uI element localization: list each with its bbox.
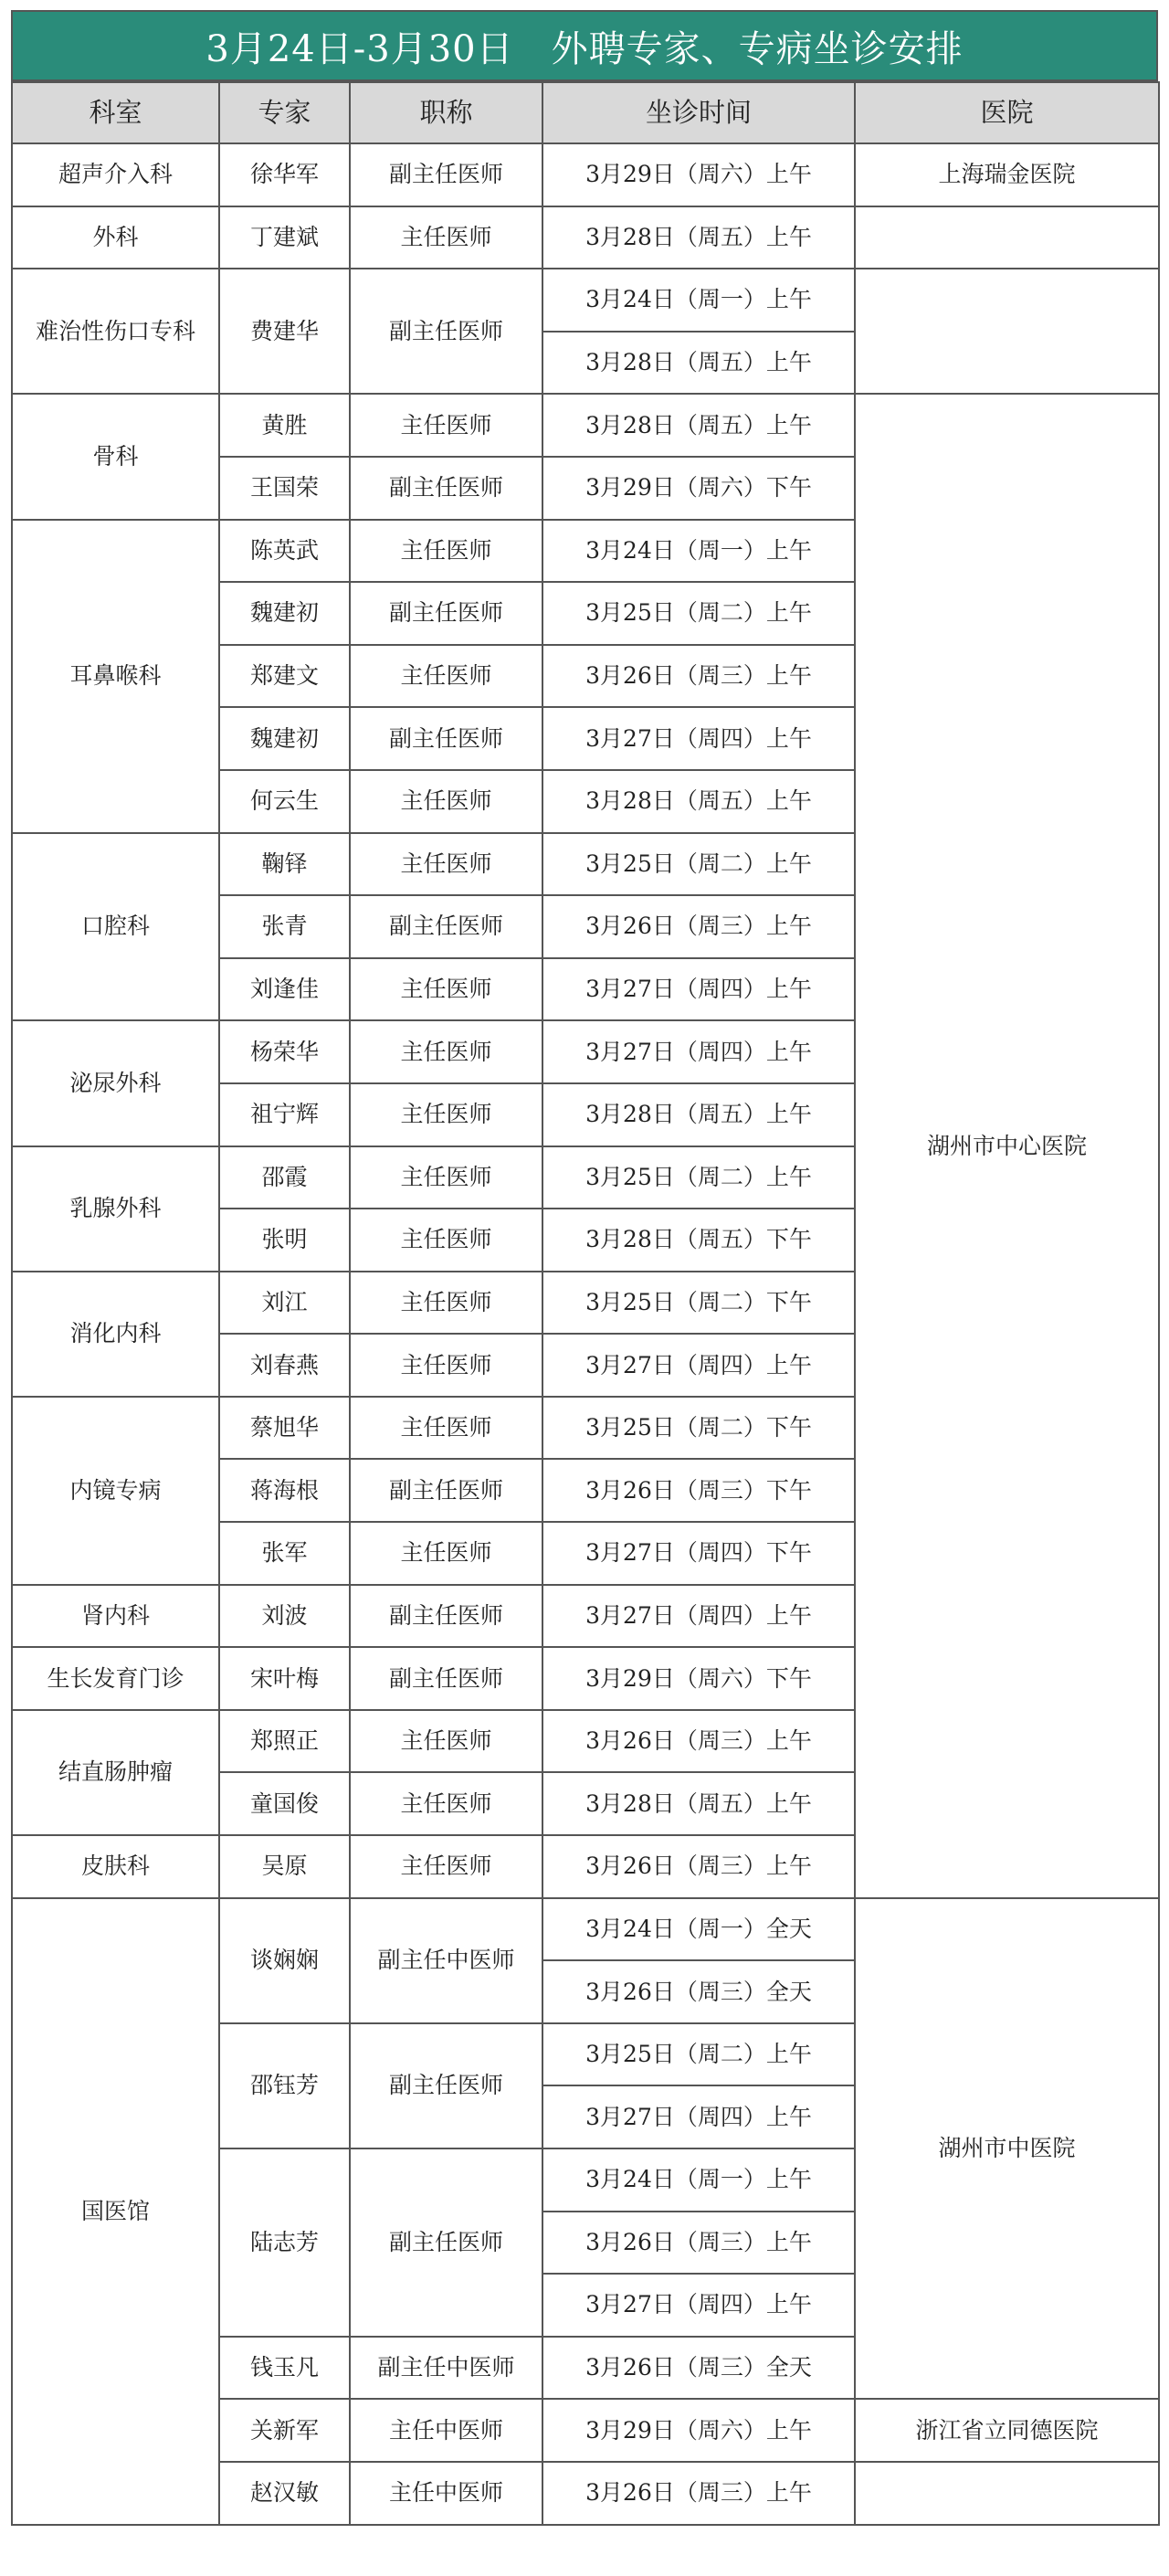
- expert-cell: 邵钰芳: [219, 2023, 350, 2148]
- expert-cell: 杨荣华: [219, 1020, 350, 1083]
- title-cell: 副主任医师: [350, 457, 542, 520]
- expert-cell: 张明: [219, 1209, 350, 1272]
- title-cell: 副主任医师: [350, 1647, 542, 1710]
- expert-cell: 张军: [219, 1522, 350, 1585]
- expert-cell: 刘春燕: [219, 1334, 350, 1397]
- expert-cell: 钱玉凡: [219, 2337, 350, 2400]
- time-cell: 3月26日（周三）下午: [542, 1459, 855, 1522]
- time-cell: 3月26日（周三）上午: [542, 1835, 855, 1898]
- expert-cell: 刘波: [219, 1585, 350, 1648]
- table-row: [12, 394, 1159, 457]
- table-row: [12, 269, 1159, 332]
- title-cell: 主任医师: [350, 1522, 542, 1585]
- title-cell: 主任中医师: [350, 2462, 542, 2525]
- expert-cell: 祖宁辉: [219, 1083, 350, 1146]
- time-cell: 3月26日（周三）上午: [542, 1710, 855, 1773]
- time-cell: 3月24日（周一）上午: [542, 2148, 855, 2212]
- time-cell: 3月27日（周四）上午: [542, 2085, 855, 2148]
- time-cell: 3月25日（周二）上午: [542, 582, 855, 645]
- dept-cell: 骨科: [12, 394, 219, 519]
- schedule-sheet: [11, 10, 1158, 2526]
- title-cell: 主任医师: [350, 1334, 542, 1397]
- header-hospital: 医院: [855, 82, 1159, 143]
- time-cell: 3月26日（周三）全天: [542, 2337, 855, 2400]
- time-cell: 3月24日（周一）全天: [542, 1898, 855, 1961]
- time-cell: 3月25日（周二）上午: [542, 2023, 855, 2086]
- time-cell: 3月27日（周四）上午: [542, 1585, 855, 1648]
- dept-cell: 口腔科: [12, 833, 219, 1021]
- header-time: 坐诊时间: [542, 82, 855, 143]
- hospital-cell: [855, 269, 1159, 394]
- dept-cell: 国医馆: [12, 1898, 219, 2525]
- time-cell: 3月28日（周五）上午: [542, 394, 855, 457]
- time-cell: 3月27日（周四）上午: [542, 2274, 855, 2337]
- dept-cell: 超声介入科: [12, 143, 219, 206]
- expert-cell: 张青: [219, 895, 350, 958]
- time-cell: 3月27日（周四）上午: [542, 707, 855, 770]
- title-cell: 副主任医师: [350, 269, 542, 394]
- expert-cell: 刘逢佳: [219, 958, 350, 1021]
- time-cell: 3月27日（周四）上午: [542, 958, 855, 1021]
- title-cell: 副主任医师: [350, 707, 542, 770]
- header-expert: 专家: [219, 82, 350, 143]
- title-cell: 副主任医师: [350, 143, 542, 206]
- hospital-cell: [855, 2462, 1159, 2525]
- expert-cell: 陆志芳: [219, 2148, 350, 2337]
- title-cell: 主任医师: [350, 645, 542, 708]
- expert-cell: 魏建初: [219, 707, 350, 770]
- dept-cell: 泌尿外科: [12, 1020, 219, 1145]
- time-cell: 3月24日（周一）上午: [542, 269, 855, 332]
- time-cell: 3月26日（周三）上午: [542, 2462, 855, 2525]
- title-cell: 主任医师: [350, 1272, 542, 1335]
- expert-cell: 王国荣: [219, 457, 350, 520]
- table-row: [12, 206, 1159, 269]
- hospital-cell: 浙江省立同德医院: [855, 2399, 1159, 2462]
- title-cell: 主任医师: [350, 520, 542, 583]
- title-cell: 主任医师: [350, 1710, 542, 1773]
- time-cell: 3月29日（周六）上午: [542, 2399, 855, 2462]
- title-cell: 主任医师: [350, 833, 542, 896]
- dept-cell: 皮肤科: [12, 1835, 219, 1898]
- table-row: [12, 1898, 1159, 1961]
- dept-cell: 肾内科: [12, 1585, 219, 1648]
- time-cell: 3月28日（周五）上午: [542, 1083, 855, 1146]
- time-cell: 3月29日（周六）上午: [542, 143, 855, 206]
- schedule-table: [11, 81, 1160, 2526]
- time-cell: 3月26日（周三）上午: [542, 2212, 855, 2275]
- expert-cell: 费建华: [219, 269, 350, 394]
- expert-cell: 蔡旭华: [219, 1397, 350, 1460]
- title-cell: 副主任中医师: [350, 2337, 542, 2400]
- expert-cell: 徐华军: [219, 143, 350, 206]
- title-cell: 副主任中医师: [350, 1898, 542, 2023]
- dept-cell: 内镜专病: [12, 1397, 219, 1585]
- dept-cell: 乳腺外科: [12, 1146, 219, 1272]
- time-cell: 3月28日（周五）上午: [542, 206, 855, 269]
- expert-cell: 宋叶梅: [219, 1647, 350, 1710]
- table-row: [12, 143, 1159, 206]
- expert-cell: 丁建斌: [219, 206, 350, 269]
- time-cell: 3月25日（周二）上午: [542, 833, 855, 896]
- time-cell: 3月29日（周六）下午: [542, 457, 855, 520]
- title-cell: 主任医师: [350, 770, 542, 833]
- time-cell: 3月28日（周五）下午: [542, 1209, 855, 1272]
- title-cell: 主任医师: [350, 1083, 542, 1146]
- time-cell: 3月26日（周三）上午: [542, 895, 855, 958]
- header-dept: 科室: [12, 82, 219, 143]
- title-cell: 副主任医师: [350, 1585, 542, 1648]
- time-cell: 3月25日（周二）下午: [542, 1272, 855, 1335]
- time-cell: 3月24日（周一）上午: [542, 520, 855, 583]
- expert-cell: 魏建初: [219, 582, 350, 645]
- time-cell: 3月25日（周二）上午: [542, 1146, 855, 1209]
- time-cell: 3月28日（周五）上午: [542, 332, 855, 395]
- hospital-cell: 湖州市中医院: [855, 1898, 1159, 2400]
- expert-cell: 邵霞: [219, 1146, 350, 1209]
- time-cell: 3月26日（周三）上午: [542, 645, 855, 708]
- expert-cell: 赵汉敏: [219, 2462, 350, 2525]
- title-cell: 主任医师: [350, 1209, 542, 1272]
- title-cell: 主任医师: [350, 1397, 542, 1460]
- dept-cell: 难治性伤口专科: [12, 269, 219, 394]
- title-cell: 副主任医师: [350, 1459, 542, 1522]
- schedule-body: [12, 143, 1159, 2525]
- page-title: 3月24日-3月30日 外聘专家、专病坐诊安排: [11, 10, 1158, 81]
- time-cell: 3月26日（周三）全天: [542, 1960, 855, 2023]
- time-cell: 3月29日（周六）下午: [542, 1647, 855, 1710]
- dept-cell: 消化内科: [12, 1272, 219, 1397]
- time-cell: 3月25日（周二）下午: [542, 1397, 855, 1460]
- title-cell: 主任医师: [350, 958, 542, 1021]
- dept-cell: 耳鼻喉科: [12, 520, 219, 833]
- header-title: 职称: [350, 82, 542, 143]
- hospital-cell: [855, 206, 1159, 269]
- expert-cell: 何云生: [219, 770, 350, 833]
- title-cell: 主任医师: [350, 206, 542, 269]
- expert-cell: 童国俊: [219, 1772, 350, 1835]
- title-cell: 副主任医师: [350, 895, 542, 958]
- header-row: [12, 82, 1159, 143]
- title-cell: 副主任医师: [350, 2023, 542, 2148]
- title-cell: 主任医师: [350, 1146, 542, 1209]
- title-cell: 主任医师: [350, 394, 542, 457]
- title-cell: 主任医师: [350, 1772, 542, 1835]
- hospital-cell: 湖州市中心医院: [855, 394, 1159, 1897]
- title-cell: 主任医师: [350, 1020, 542, 1083]
- dept-cell: 生长发育门诊: [12, 1647, 219, 1710]
- title-cell: 主任中医师: [350, 2399, 542, 2462]
- expert-cell: 鞠铎: [219, 833, 350, 896]
- expert-cell: 关新军: [219, 2399, 350, 2462]
- expert-cell: 黄胜: [219, 394, 350, 457]
- expert-cell: 郑建文: [219, 645, 350, 708]
- time-cell: 3月27日（周四）上午: [542, 1334, 855, 1397]
- expert-cell: 吴原: [219, 1835, 350, 1898]
- title-cell: 副主任医师: [350, 2148, 542, 2337]
- dept-cell: 外科: [12, 206, 219, 269]
- expert-cell: 刘江: [219, 1272, 350, 1335]
- expert-cell: 蒋海根: [219, 1459, 350, 1522]
- expert-cell: 郑照正: [219, 1710, 350, 1773]
- time-cell: 3月27日（周四）下午: [542, 1522, 855, 1585]
- dept-cell: 结直肠肿瘤: [12, 1710, 219, 1835]
- expert-cell: 谈娴娴: [219, 1898, 350, 2023]
- time-cell: 3月28日（周五）上午: [542, 770, 855, 833]
- expert-cell: 陈英武: [219, 520, 350, 583]
- time-cell: 3月28日（周五）上午: [542, 1772, 855, 1835]
- hospital-cell: 上海瑞金医院: [855, 143, 1159, 206]
- title-cell: 主任医师: [350, 1835, 542, 1898]
- title-cell: 副主任医师: [350, 582, 542, 645]
- time-cell: 3月27日（周四）上午: [542, 1020, 855, 1083]
